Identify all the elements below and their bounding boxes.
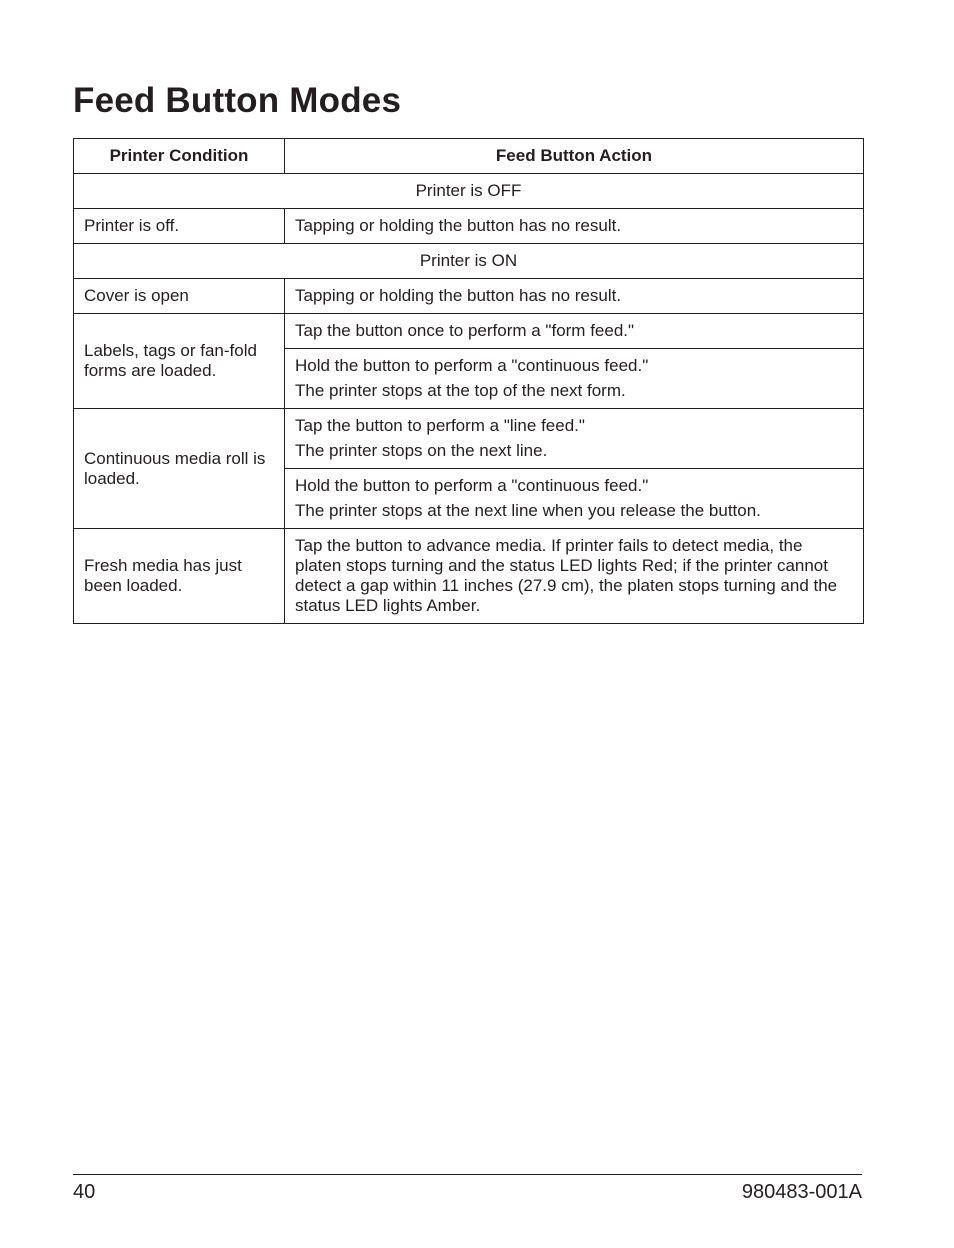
action-text: Tap the button to advance media. If printer fails to detect media, the platen stops turning and the status LED lights Red; if the printer cannot detect a gap within 11 inches (27.9 cm), the platen stops turning and the status LED lights Amber. [295,536,838,615]
condition-cell [74,409,285,529]
table-row [74,209,864,244]
section-row-printer-off [74,174,864,209]
action-text: Tapping or holding the button has no result. [295,286,622,305]
table-row [74,529,864,624]
action-cell [285,349,864,409]
action-note: The printer stops on the next line. [295,441,548,460]
section-row-printer-on [74,244,864,279]
action-note: The printer stops at the next line when you release the button. [295,501,761,520]
feed-button-modes-table [73,138,864,624]
action-cell [285,409,864,469]
table-header-row [74,139,864,174]
condition-text: Labels, tags or fan-fold forms are loaded. [84,341,257,380]
document-number: 980483-001A [741,1181,862,1203]
action-cell [285,529,864,624]
section-label: Printer is ON [74,244,864,279]
condition-cell: Cover is open [74,279,285,314]
action-text: Hold the button to perform a "continuous feed." [295,476,649,495]
action-text: Tapping or holding the button has no result. [295,216,622,235]
action-cell [285,469,864,529]
action-text: Hold the button to perform a "continuous feed." [295,356,649,375]
action-text: Tap the button to perform a "line feed." [295,416,585,435]
action-note: The printer stops at the top of the next form. [295,381,626,400]
header-printer-condition: Printer Condition [74,139,285,174]
condition-cell [74,314,285,409]
condition-cell: Fresh media has just been loaded. [74,529,285,624]
condition-cell: Printer is off. [74,209,285,244]
action-cell [285,279,864,314]
table-row [74,279,864,314]
action-cell [285,314,864,349]
action-cell [285,209,864,244]
page-title: Feed Button Modes [73,81,402,120]
footer-divider [73,1174,862,1175]
section-label: Printer is OFF [74,174,864,209]
table-row [74,314,864,349]
condition-text: Continuous media roll is loaded. [84,448,266,488]
action-text: Tap the button once to perform a "form feed." [295,321,635,340]
page-number: 40 [73,1181,96,1203]
header-feed-button-action: Feed Button Action [285,139,864,174]
table-row [74,409,864,469]
